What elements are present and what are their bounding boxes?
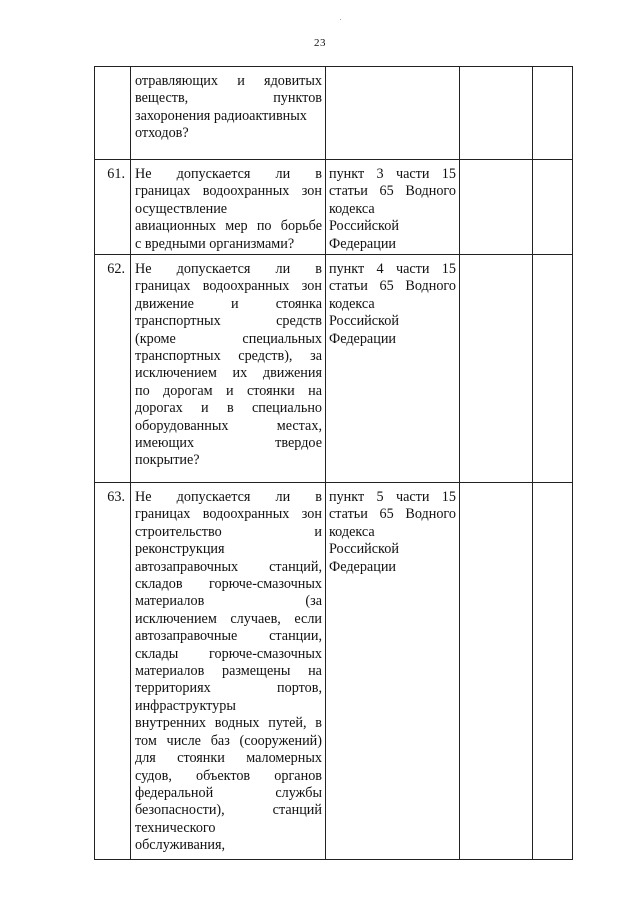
reference-line: Российской bbox=[329, 541, 399, 558]
question-line: склады горюче-смазочных bbox=[135, 645, 322, 662]
question-line: по дорогам и стоянки на bbox=[135, 382, 322, 399]
question-line: оборудованных местах, bbox=[135, 417, 322, 434]
question-line: границах водоохранных зон bbox=[135, 506, 322, 523]
question-cell bbox=[131, 67, 326, 160]
reference-line: Российской bbox=[329, 313, 399, 330]
question-line: покрытие? bbox=[135, 452, 200, 469]
question-line: федеральной службы bbox=[135, 784, 322, 801]
question-line: материалов (за bbox=[135, 593, 322, 610]
answer-cell bbox=[460, 255, 533, 483]
answer-cell bbox=[460, 483, 533, 860]
question-line: складов горюче-смазочных bbox=[135, 576, 322, 593]
note-cell bbox=[533, 483, 573, 860]
question-line: авиационных мер по борьбе bbox=[135, 218, 322, 235]
question-line: том числе баз (сооружений) bbox=[135, 732, 322, 749]
reference-line: кодекса bbox=[329, 523, 375, 540]
reference-line: пункт 4 части 15 bbox=[329, 261, 456, 277]
table-row-63 bbox=[95, 483, 573, 860]
checklist-table bbox=[94, 66, 573, 860]
answer-cell bbox=[460, 160, 533, 255]
question-line: транспортных средств bbox=[135, 313, 322, 330]
question-line: материалов размещены на bbox=[135, 663, 322, 680]
question-line: обслуживания, bbox=[135, 837, 226, 854]
question-line: исключением случаев, если bbox=[135, 610, 322, 627]
row-number: 63. bbox=[95, 483, 131, 860]
question-cell bbox=[131, 255, 326, 483]
question-line: границах водоохранных зон bbox=[135, 278, 322, 295]
reference-line: статьи 65 Водного bbox=[329, 278, 456, 295]
note-cell bbox=[533, 160, 573, 255]
answer-cell bbox=[460, 67, 533, 160]
question-line: внутренних водных путей, в bbox=[135, 715, 322, 732]
question-line: дорогах и в специально bbox=[135, 400, 322, 417]
question-line: территориях портов, bbox=[135, 680, 322, 697]
question-line: строительство и bbox=[135, 523, 322, 540]
note-cell bbox=[533, 67, 573, 160]
reference-line: Федерации bbox=[329, 330, 397, 347]
question-line: инфраструктуры bbox=[135, 697, 236, 714]
question-line: с вредными организмами? bbox=[135, 235, 295, 252]
row-number: 61. bbox=[95, 160, 131, 255]
reference-line: Российской bbox=[329, 218, 399, 235]
question-line: Не допускается ли в bbox=[135, 166, 322, 182]
question-line: (кроме специальных bbox=[135, 330, 322, 347]
reference-cell bbox=[326, 483, 460, 860]
row-number: 62. bbox=[95, 255, 131, 483]
question-line: безопасности), станций bbox=[135, 802, 322, 819]
question-cell bbox=[131, 160, 326, 255]
question-line: судов, объектов органов bbox=[135, 767, 322, 784]
reference-line: статьи 65 Водного bbox=[329, 183, 456, 200]
question-cell bbox=[131, 483, 326, 860]
reference-line: пункт 3 части 15 bbox=[329, 166, 456, 182]
table-row-61 bbox=[95, 160, 573, 255]
reference-line: Федерации bbox=[329, 558, 397, 575]
row-number-cell bbox=[95, 67, 131, 160]
question-line: реконструкция bbox=[135, 541, 225, 558]
question-line: автозаправочные станции, bbox=[135, 628, 322, 645]
table-row-continuation bbox=[95, 67, 573, 160]
question-line: имеющих твердое bbox=[135, 435, 322, 452]
question-line: Не допускается ли в bbox=[135, 261, 322, 277]
question-line: технического bbox=[135, 819, 216, 836]
question-line: границах водоохранных зон bbox=[135, 183, 322, 200]
question-line: для стоянки маломерных bbox=[135, 750, 322, 767]
page-number: 23 bbox=[314, 37, 326, 49]
question-line: автозаправочных станций, bbox=[135, 558, 322, 575]
reference-line: кодекса bbox=[329, 200, 375, 217]
scan-speck bbox=[340, 19, 341, 20]
question-line: движение и стоянка bbox=[135, 295, 322, 312]
reference-line: кодекса bbox=[329, 295, 375, 312]
question-line: исключением их движения bbox=[135, 365, 322, 382]
question-line: захоронения радиоактивных bbox=[135, 107, 307, 124]
reference-line: пункт 5 части 15 bbox=[329, 489, 456, 505]
reference-cell bbox=[326, 67, 460, 160]
reference-line: статьи 65 Водного bbox=[329, 506, 456, 523]
reference-cell bbox=[326, 255, 460, 483]
reference-line: Федерации bbox=[329, 235, 397, 252]
question-line: осуществление bbox=[135, 200, 228, 217]
question-line: отходов? bbox=[135, 125, 189, 142]
note-cell bbox=[533, 255, 573, 483]
question-line: отравляющих и ядовитых bbox=[135, 73, 322, 89]
table-row-62 bbox=[95, 255, 573, 483]
reference-cell bbox=[326, 160, 460, 255]
question-line: транспортных средств), за bbox=[135, 348, 322, 365]
question-line: веществ, пунктов bbox=[135, 90, 322, 107]
question-line: Не допускается ли в bbox=[135, 489, 322, 505]
